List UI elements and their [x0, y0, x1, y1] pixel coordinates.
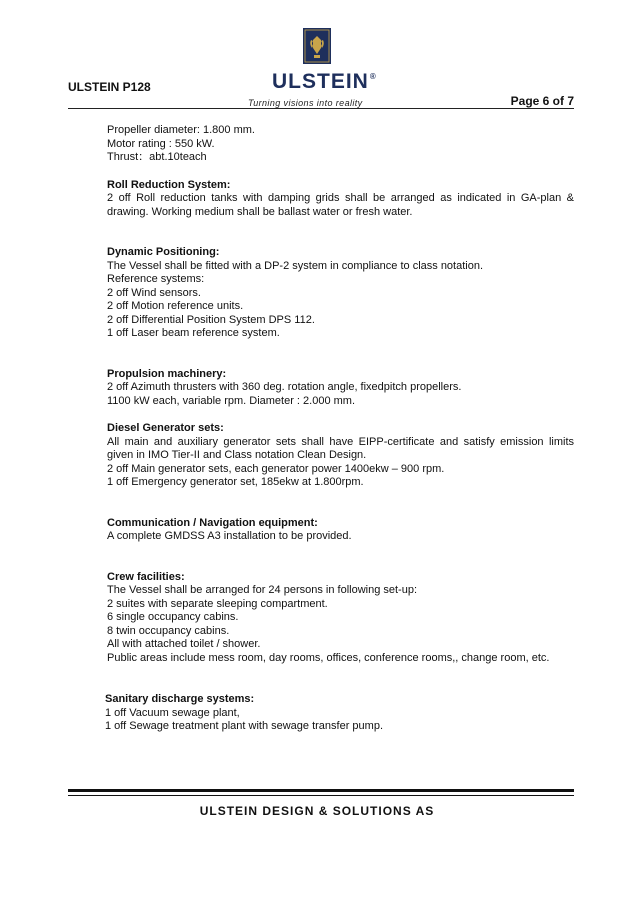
section-title: Communication / Navigation equipment:: [107, 516, 318, 529]
body-line: 2 off Motion reference units.: [107, 300, 244, 312]
section-crew-facilities: [107, 571, 574, 666]
section-title: Sanitary discharge systems:: [105, 693, 255, 705]
footer-company: ULSTEIN DESIGN & SOLUTIONS AS: [199, 804, 435, 818]
body-line: 1 off Sewage treatment plant with sewage transfer pump.: [105, 720, 384, 732]
page-header: [0, 0, 634, 115]
body-line: 6 single occupancy cabins.: [107, 611, 239, 623]
header-divider: [68, 108, 574, 109]
body-line: 1 off Vacuum sewage plant,: [105, 706, 240, 719]
section-title: Crew facilities:: [107, 570, 185, 583]
section-diesel-generators: [107, 422, 574, 490]
section-propulsion: [107, 368, 574, 409]
body-line: 8 twin occupancy cabins.: [107, 624, 230, 637]
footer-divider-thick: [68, 789, 574, 792]
section-title: Diesel Generator sets:: [107, 422, 224, 434]
ulstein-emblem-icon: [303, 28, 331, 64]
body-line: 1 off Laser beam reference system.: [107, 327, 280, 339]
body-line: The Vessel shall be fitted with a DP-2 system in compliance to class notation.: [107, 259, 484, 272]
body-line: A complete GMDSS A3 installation to be provided.: [107, 530, 352, 542]
footer-divider-thin: [68, 795, 574, 796]
section-title: Propulsion machinery:: [107, 367, 227, 380]
brand-name: ULSTEIN®: [272, 70, 377, 93]
section-paragraph: 2 off Roll reduction tanks with damping grids shall be arranged as indicated in GA-plan & drawing. Working medium shall be ballast water or fresh water.: [107, 192, 574, 218]
registered-mark: ®: [369, 72, 377, 81]
section-communication: [107, 517, 574, 544]
body-line: The Vessel shall be arranged for 24 persons in following set-up:: [107, 584, 418, 596]
section-title: Dynamic Positioning:: [107, 246, 220, 258]
body-line: 1100 kW each, variable rpm. Diameter : 2.000 mm.: [107, 394, 356, 407]
section-roll-reduction: [107, 179, 574, 220]
body-line: Thrust：abt.10teach: [107, 151, 207, 163]
body-line: Reference systems:: [107, 273, 205, 285]
body-line: Propeller diameter: 1.800 mm.: [107, 124, 255, 136]
body-line: 2 off Azimuth thrusters with 360 deg. rotation angle, fixedpitch propellers.: [107, 381, 462, 393]
section-dynamic-positioning: [107, 246, 574, 341]
body-line: Motor rating : 550 kW.: [107, 137, 215, 150]
document-id: ULSTEIN P128: [68, 80, 151, 94]
body-line: 2 off Wind sensors.: [107, 286, 201, 299]
section-title: Roll Reduction System:: [107, 178, 231, 191]
document-body: [107, 124, 574, 734]
body-line: All with attached toilet / shower.: [107, 638, 261, 650]
body-line: 2 off Differential Position System DPS 112.: [107, 313, 315, 326]
section-paragraph: All main and auxiliary generator sets shall have EIPP-certificate and satisfy emission limits given in IMO Tier-II and Class notation Clean Design.: [107, 435, 574, 461]
brand-tagline: Turning visions into reality: [248, 98, 363, 108]
page-number: Page 6 of 7: [510, 94, 574, 108]
section-paragraph: Public areas include mess room, day rooms, offices, conference rooms,, change room, etc.: [107, 651, 550, 664]
section-sanitary: [105, 693, 574, 734]
body-line: 2 off Main generator sets, each generator power 1400ekw – 900 rpm.: [107, 462, 445, 475]
body-line: 1 off Emergency generator set, 185ekw at 1.800rpm.: [107, 476, 364, 488]
body-line: 2 suites with separate sleeping compartment.: [107, 597, 328, 610]
propeller-specs: [107, 124, 574, 165]
